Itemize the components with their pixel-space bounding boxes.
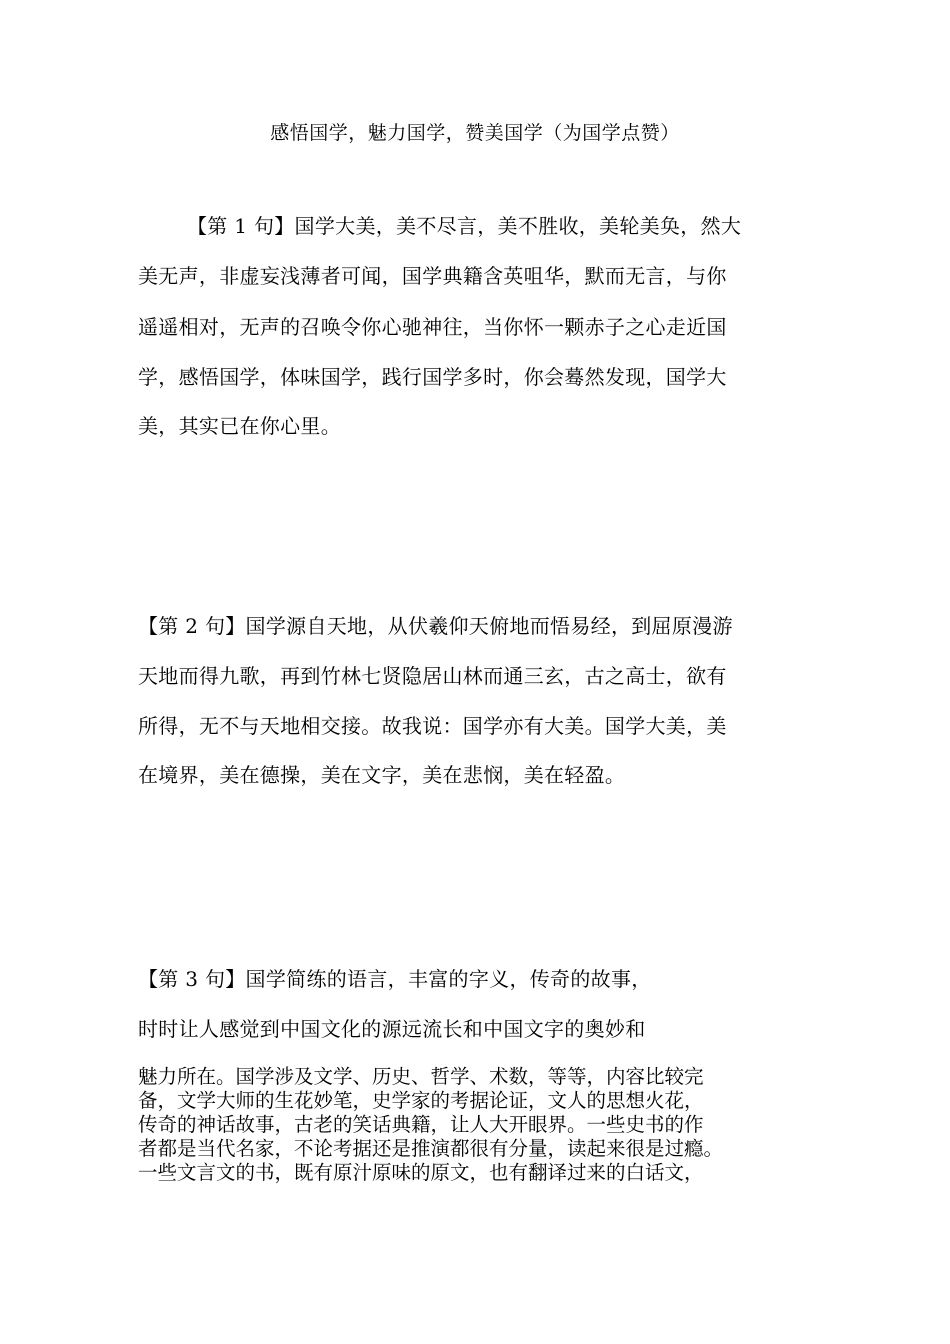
paragraph-2-line: 所得，无不与天地相交接。故我说：国学亦有大美。国学大美，美 [138,714,727,738]
paragraph-3-line: 【第 3 句】国学简练的语言，丰富的字义，传奇的故事， [138,967,652,991]
paragraph-3-line: 一些文言文的书，既有原汁原味的原文，也有翻译过来的白话文， [138,1161,704,1184]
paragraph-3-line: 魅力所在。国学涉及文学、历史、哲学、术数，等等，内容比较完 [138,1065,704,1088]
paragraph-1-line: 美无声，非虚妄浅薄者可闻，国学典籍含英咀华，默而无言，与你 [138,264,727,288]
document-title: 感悟国学，魅力国学，赞美国学（为国学点赞） [270,122,680,144]
paragraph-3-line: 传奇的神话故事，古老的笑话典籍，让人大开眼界。一些史书的作 [138,1113,704,1136]
paragraph-2-line: 【第 2 句】国学源自天地，从伏羲仰天俯地而悟易经，到屈原漫游 [138,614,733,638]
paragraph-3-line: 时时让人感觉到中国文化的源远流长和中国文字的奥妙和 [138,1017,646,1041]
paragraph-1-line: 遥遥相对，无声的召唤令你心驰神往，当你怀一颗赤子之心走近国 [138,315,727,339]
paragraph-3-line: 备，文学大师的生花妙笔，史学家的考据论证，文人的思想火花， [138,1089,704,1112]
paragraph-1-line: 学，感悟国学，体味国学，践行国学多时，你会蓦然发现，国学大 [138,365,727,389]
paragraph-2-line: 天地而得九歌，再到竹林七贤隐居山林而通三玄，古之高士，欲有 [138,664,727,688]
paragraph-1-line: 【第 1 句】国学大美，美不尽言，美不胜收，美轮美奂，然大 [187,214,742,238]
paragraph-2-line: 在境界，美在德操，美在文字，美在悲悯，美在轻盈。 [138,763,626,787]
paragraph-1-line: 美，其实已在你心里。 [138,414,341,438]
paragraph-3-line: 者都是当代名家，不论考据还是推演都很有分量，读起来很是过瘾。 [138,1137,724,1160]
